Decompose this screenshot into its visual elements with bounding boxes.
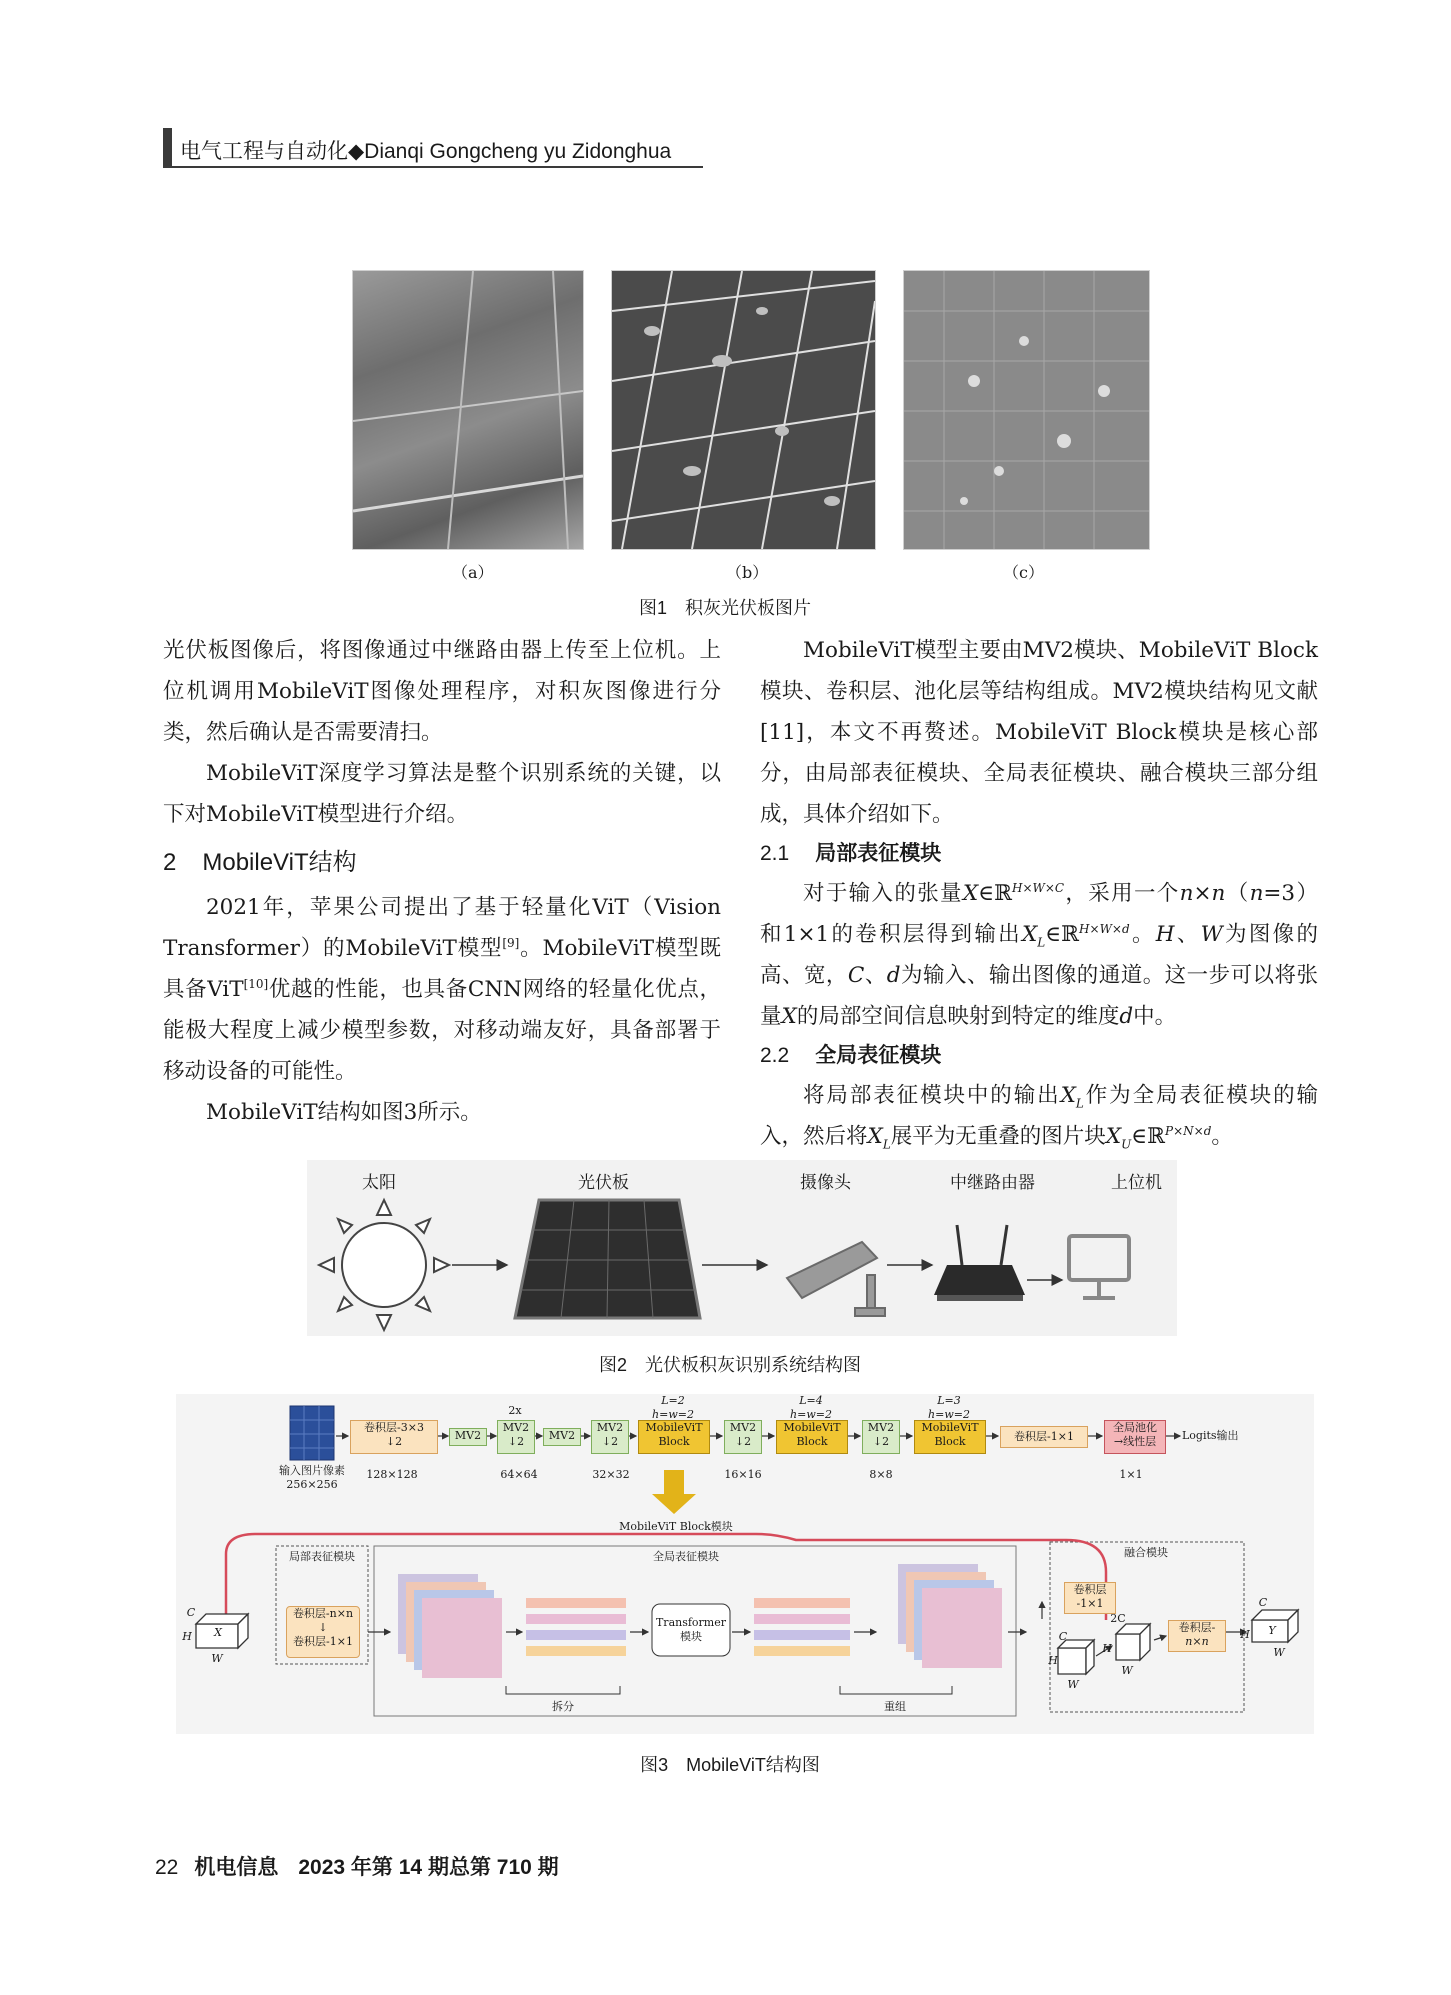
router-icon	[934, 1225, 1025, 1301]
mobilevit-block-3: MobileViT Block	[914, 1420, 986, 1454]
section-2-2-number: 2.2	[760, 1044, 790, 1067]
mobilevit-block-2: MobileViT Block	[776, 1420, 848, 1454]
size-32: 32×32	[592, 1468, 630, 1481]
input-image-thumbnail	[290, 1406, 334, 1460]
input-h-label: H	[182, 1630, 192, 1643]
logits-output-label: Logits输出	[1182, 1429, 1239, 1442]
output-y-label: Y	[1268, 1624, 1276, 1637]
section-2-1-title: 局部表征模块	[815, 842, 942, 865]
figure2-drawing	[307, 1160, 1177, 1336]
mobilevit-block-1: MobileViT Block	[638, 1420, 710, 1454]
journal-name-pinyin: Dianqi Gongcheng yu Zidonghua	[364, 140, 672, 163]
photo-dusty-panel-b	[611, 270, 876, 550]
subfig-label-c: （c）	[1003, 563, 1044, 582]
photo-dusty-panel-c	[903, 270, 1150, 550]
monitor-icon	[1069, 1236, 1129, 1298]
section-2-heading	[163, 843, 721, 883]
section-2-2-title: 全局表征模块	[815, 1044, 942, 1067]
camera-icon	[787, 1242, 885, 1316]
fusion-h-label: H	[1048, 1654, 1058, 1667]
page-number: 22	[155, 1856, 179, 1879]
photo-a-texture	[353, 271, 583, 549]
mobilevit-block-3-params: L=3 h=w=2	[928, 1394, 970, 1421]
fusion2-h-label: H	[1102, 1642, 1112, 1655]
diamond-separator: ◆	[348, 140, 365, 163]
subfig-label-b: （b）	[726, 563, 769, 582]
footer-journal: 机电信息	[194, 1856, 279, 1879]
global-module-title: 全局表征模块	[653, 1550, 719, 1563]
output-c-label: C	[1258, 1596, 1268, 1609]
mobilevit-block-1-params: L=2 h=w=2	[652, 1394, 694, 1421]
patch-grid-right	[898, 1564, 1002, 1668]
two-c-label: 2C	[1110, 1612, 1126, 1625]
figure3-caption: 图3 MobileViT结构图	[640, 1755, 820, 1775]
left-paragraph-2: MobileViT深度学习算法是整个识别系统的关键，以下对MobileViT模型进行介绍。	[163, 761, 721, 827]
size-8: 8×8	[869, 1468, 893, 1481]
section-2-number: 2	[163, 849, 177, 876]
repeat-label: 2x	[508, 1404, 522, 1417]
fusion-module-title: 融合模块	[1124, 1546, 1168, 1559]
fig2-label-router: 中继路由器	[950, 1173, 1035, 1193]
output-h-label: H	[1240, 1628, 1250, 1641]
fusion-w-label: W	[1067, 1678, 1079, 1691]
size-1: 1×1	[1119, 1468, 1143, 1481]
figure2-system-diagram	[307, 1160, 1177, 1336]
sun-icon	[319, 1200, 449, 1330]
left-paragraph-4: MobileViT结构如图3所示。	[206, 1100, 482, 1125]
fig2-label-host: 上位机	[1111, 1173, 1162, 1193]
input-size-label: 输入图片像素 256×256	[279, 1464, 345, 1491]
mv2-block-2: MV2 ↓2	[497, 1420, 535, 1454]
mobilevit-block-2-params: L=4 h=w=2	[790, 1394, 832, 1421]
mv2-block-3: MV2	[543, 1428, 581, 1446]
figure2-caption: 图2 光伏板积灰识别系统结构图	[598, 1355, 861, 1375]
size-16: 16×16	[724, 1468, 762, 1481]
footer-issue: 2023 年第 14 期总第 710 期	[298, 1856, 559, 1879]
section-2-title: MobileViT结构	[202, 849, 357, 876]
input-x-label: X	[214, 1626, 222, 1639]
token-rows-left	[526, 1598, 626, 1656]
right-paragraph-3: 将局部表征模块中的输出$X_L$作为全局表征模块的输入，然后将$X_L$展平为无重叠的图片块$X_U\in ℝ^{P\times N\times d}$。	[760, 1083, 1318, 1152]
header-bar	[163, 128, 172, 168]
right-column	[760, 630, 1318, 1157]
patch-grid-left	[398, 1574, 502, 1678]
size-128: 128×128	[366, 1468, 418, 1481]
fusion2-w-label: W	[1121, 1664, 1133, 1677]
output-w-label: W	[1273, 1646, 1285, 1659]
header-rule	[163, 166, 703, 168]
photo-b-texture	[612, 271, 875, 549]
photo-dusty-panel-a	[352, 270, 584, 550]
page-footer	[155, 1851, 559, 1881]
expand-arrow-icon	[652, 1470, 696, 1514]
local-conv-block: 卷积层-n×n ↓ 卷积层-1×1	[286, 1606, 360, 1658]
photo-c-texture	[904, 271, 1149, 549]
split-label: 拆分	[552, 1700, 574, 1713]
section-2-1-heading	[760, 835, 1318, 873]
conv1x1-block: 卷积层-1×1	[1000, 1426, 1088, 1448]
right-paragraph-2: 对于输入的张量X∈ℝ$^{H\times W\times C}$，采用一个n×n（n=3）和1×1的卷积层得到输出$X_L\in ℝ^{H\times W\times d}$。H、W为图像的高、宽，C、d为输入、输出图像的通道。这一步可以将张量X的局部空间信息映射到特定的维度d中。	[760, 880, 1318, 1029]
running-header	[180, 135, 671, 165]
local-module-title: 局部表征模块	[289, 1550, 355, 1563]
mv2-block-6: MV2 ↓2	[862, 1420, 900, 1454]
subfig-label-a: （a）	[452, 563, 494, 582]
transformer-label: Transformer 模块	[655, 1616, 727, 1643]
fig2-label-panel: 光伏板	[578, 1173, 629, 1193]
section-2-1-number: 2.1	[760, 842, 790, 865]
right-paragraph-1: MobileViT模型主要由MV2模块、MobileViT Block模块、卷积层、池化层等结构组成。MV2模块结构见文献[11]，本文不再赘述。MobileViT Block模块是核心部分，由局部表征模块、全局表征模块、融合模块三部分组成，具体介绍如下。	[760, 638, 1318, 827]
left-paragraph-3: 2021年，苹果公司提出了基于轻量化ViT（Vision Transformer）的MobileViT模型[9]。MobileViT模型既具备ViT[10]优越的性能，也具备CNN网络的轻量化优点，能极大程度上减少模型参数，对移动端友好，具备部署于移动设备的可能性。	[163, 895, 722, 1084]
token-rows-right	[754, 1598, 850, 1656]
fusion-convnxn-block: 卷积层- n×n	[1168, 1620, 1226, 1652]
conv3x3-block: 卷积层-3×3 ↓2	[350, 1420, 438, 1454]
size-64: 64×64	[500, 1468, 538, 1481]
figure1-caption: 图1 积灰光伏板图片	[638, 598, 811, 618]
left-column	[163, 630, 721, 1133]
journal-name-cn: 电气工程与自动化	[180, 140, 348, 163]
pool-linear-block: 全局池化 →线性层	[1104, 1420, 1166, 1454]
citation-10: [10]	[243, 976, 269, 991]
left-paragraph-1: 光伏板图像后，将图像通过中继路由器上传至上位机。上位机调用MobileViT图像处理程序，对积灰图像进行分类，然后确认是否需要清扫。	[163, 638, 721, 745]
fusion-conv1x1-block: 卷积层 -1×1	[1064, 1582, 1116, 1614]
figure3-mobilevit-diagram	[176, 1394, 1314, 1734]
mv2-block-4: MV2 ↓2	[591, 1420, 629, 1454]
regroup-label: 重组	[884, 1700, 906, 1713]
mobilevit-block-title: MobileViT Block模块	[619, 1520, 733, 1533]
section-2-2-heading	[760, 1037, 1318, 1075]
input-c-label: C	[186, 1606, 196, 1619]
citation-9: [9]	[502, 935, 520, 950]
fusion-c-label: C	[1058, 1630, 1068, 1643]
solar-panel-icon	[515, 1200, 700, 1318]
mv2-block-5: MV2 ↓2	[724, 1420, 762, 1454]
fig2-label-camera: 摄像头	[800, 1173, 851, 1193]
fig2-label-sun: 太阳	[362, 1173, 396, 1193]
input-w-label: W	[211, 1652, 223, 1665]
mv2-block-1: MV2	[449, 1428, 487, 1446]
